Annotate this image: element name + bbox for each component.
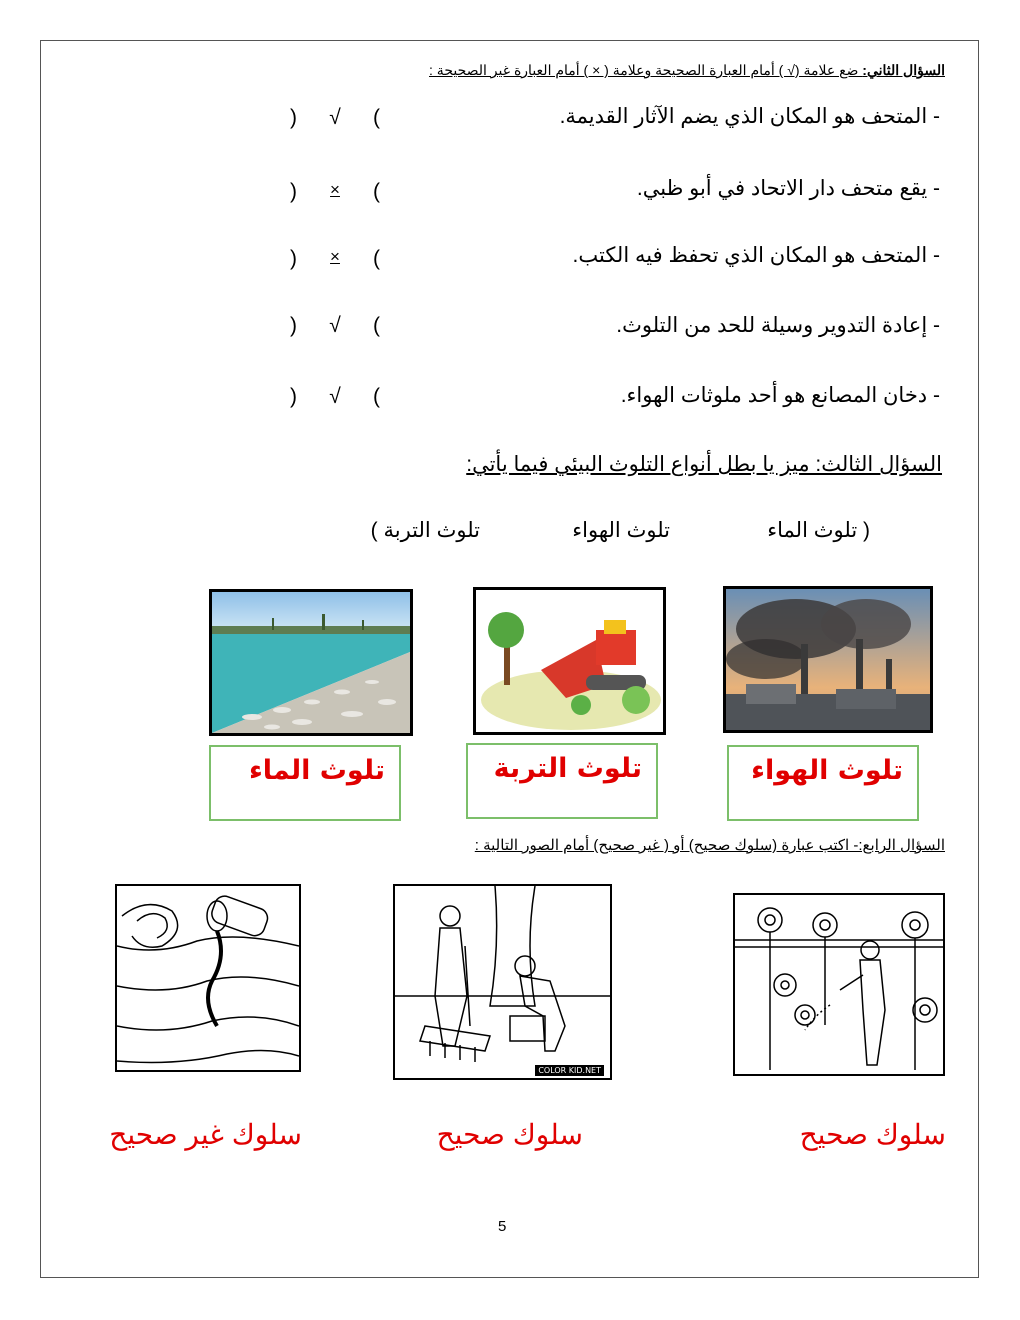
water-pollution-photo	[209, 589, 413, 736]
statement-2: - يقع متحف دار الاتحاد في أبو ظبي.	[636, 177, 940, 200]
planting-trees-picture	[393, 884, 612, 1080]
answer-4: ) √ (	[290, 314, 380, 337]
q3-title: السؤال الثالث: ميز يا بطل أنواع التلوث البيئي فيما يأتي:	[466, 453, 942, 476]
label-soil-pollution: تلوث التربة	[466, 743, 658, 819]
option-soil: تلوث التربة )	[370, 519, 480, 542]
answer-picture-1: سلوك صحيح	[799, 1119, 946, 1150]
q2-title: السؤال الثاني: ضع علامة (√ ) أمام العبارة الصحيحة وعلامة ( × ) أمام العبارة غير الصحيحة :	[429, 62, 945, 78]
option-air: تلوث الهواء	[572, 519, 670, 542]
watering-flowers-picture	[733, 893, 945, 1076]
answer-picture-2: سلوك صحيح	[436, 1119, 583, 1150]
label-air-pollution: تلوث الهواء	[727, 745, 919, 821]
answer-2: ) × (	[290, 180, 380, 203]
answer-3: ) × (	[290, 247, 380, 270]
soil-pollution-photo	[473, 587, 666, 735]
option-water: ( تلوث الماء	[767, 519, 870, 542]
answer-1: ) √ (	[290, 106, 380, 129]
answer-5: ) √ (	[290, 385, 380, 408]
statement-3: - المتحف هو المكان الذي تحفظ فيه الكتب.	[572, 244, 940, 267]
pipe-pollution-picture	[115, 884, 301, 1072]
page-number: 5	[498, 1218, 507, 1235]
statement-5: - دخان المصانع هو أحد ملوثات الهواء.	[620, 384, 940, 407]
statement-4: - إعادة التدوير وسيلة للحد من التلوث.	[616, 314, 940, 337]
coloring-site-watermark: COLOR KID.NET	[535, 1065, 604, 1076]
answer-picture-3: سلوك غير صحيح	[109, 1119, 302, 1150]
q4-title: السؤال الرابع:- اكتب عبارة (سلوك صحيح) أو ( غير صحيح) أمام الصور التالية :	[474, 837, 945, 854]
air-pollution-photo	[723, 586, 933, 733]
statement-1: - المتحف هو المكان الذي يضم الآثار القديمة.	[559, 105, 940, 128]
label-water-pollution: تلوث الماء	[209, 745, 401, 821]
